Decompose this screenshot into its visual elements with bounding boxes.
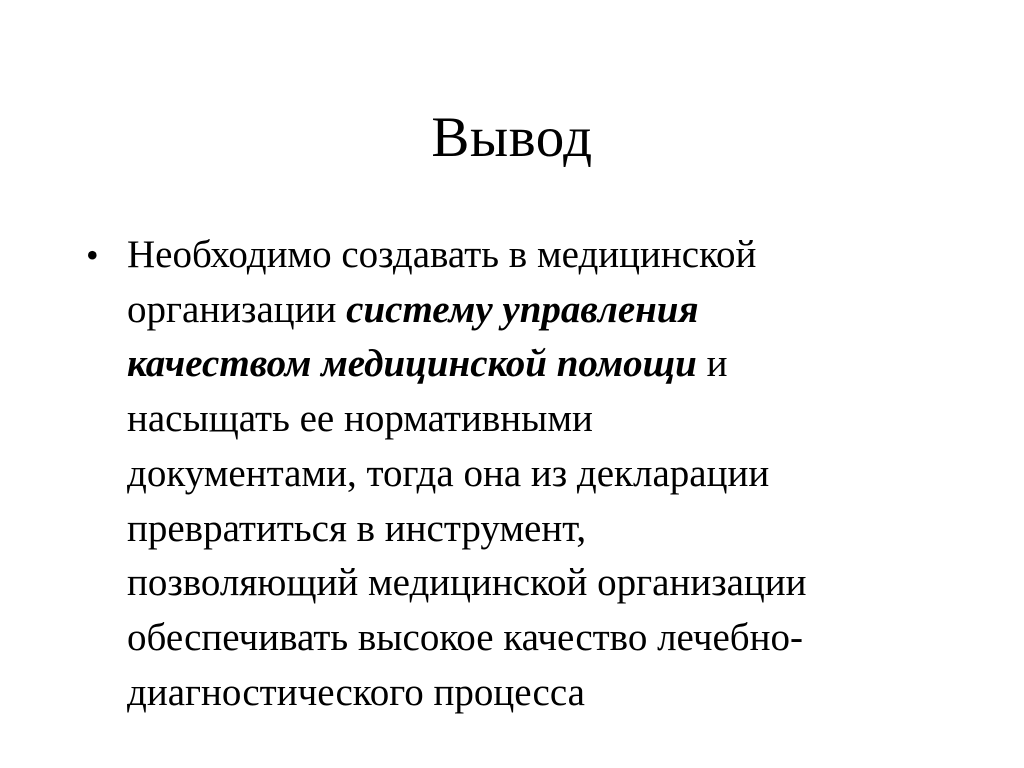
bullet-item [82,228,982,720]
bullet-line-2 [127,283,982,338]
text-segment: диагностического процесса [127,670,585,714]
text-segment: документами, тогда она из декларации [127,451,770,495]
bullet-line-6 [127,502,982,557]
bullet-line-8 [127,611,982,666]
bullet-line-4 [127,392,982,447]
bullet-line-9 [127,666,982,721]
bullet-line-7 [127,556,982,611]
text-segment: организации [127,287,347,331]
text-segment: превратиться в инструмент, [127,506,587,550]
text-segment: и [696,342,728,386]
bullet-list [82,228,982,720]
bullet-line-5 [127,447,982,502]
text-segment: позволяющий медицинской организации [127,561,807,605]
text-segment: насыщать ее нормативными [127,397,593,441]
emphasis-text: систему управления [346,287,699,331]
text-segment: Необходимо создавать в медицинской [127,233,757,276]
bullet-line-1 [127,228,982,283]
emphasis-text: качеством медицинской помощи [127,342,697,386]
text-segment: обеспечивать высокое качество лечебно- [127,615,804,659]
bullet-icon: • [86,235,99,275]
bullet-line-3 [127,337,982,392]
slide-title: Вывод [431,106,593,169]
